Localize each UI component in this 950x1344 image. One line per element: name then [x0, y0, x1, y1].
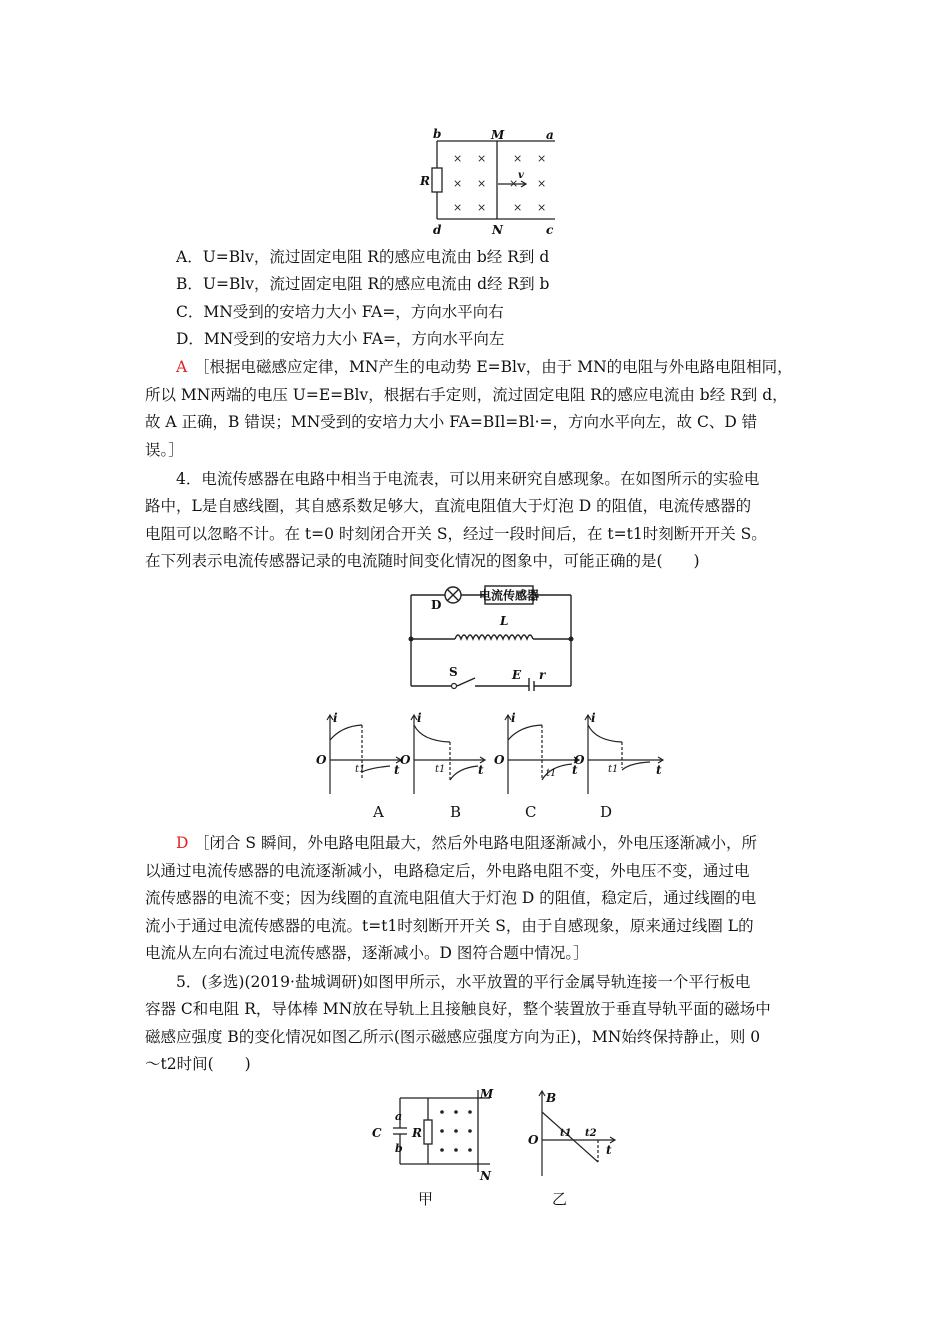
graph-letter-a: A [373, 803, 384, 821]
svg-text:×: × [453, 201, 463, 214]
label-O: O [528, 1133, 539, 1147]
q3-answer-line-2: 所以 MN两端的电压 U=E=Blv，根据右手定则，流过固定电阻 R的感应电流由 b经 R到 d， [145, 386, 788, 404]
q4-answer-line-4: 流小于通过电流传感器的电流。t=t1时刻断开开关 S，由于自感现象，原来通过线圈 L的 [145, 917, 754, 935]
label-C: C [372, 1126, 382, 1140]
q4-line-1: 4．电流传感器在电路中相当于电流表，可以用来研究自感现象。在如图所示的实验电 [176, 470, 760, 488]
label-t1: t1 [560, 1128, 572, 1139]
graph-d-O: O [574, 753, 585, 767]
svg-text:×: × [509, 177, 519, 190]
label-t2: t2 [585, 1128, 597, 1139]
q4-line-2: 路中，L是自感线圈，其自感系数足够大，直流电阻值大于灯泡 D 的阻值，电流传感器的 [145, 497, 752, 515]
svg-text:×: × [453, 177, 463, 190]
svg-text:×: × [513, 201, 523, 214]
fig-self-inductance-circuit [405, 583, 580, 691]
label-L: L [500, 614, 509, 628]
graph-d-t: t [656, 763, 662, 777]
q5-line-1: 5．(多选)(2019·盐城调研)如图甲所示，水平放置的平行金属导轨连接一个平行板电 [176, 973, 751, 991]
q3-option-c: C．MN受到的安培力大小 FA=，方向水平向右 [176, 303, 504, 321]
q3-option-d: D．MN受到的安培力大小 FA=，方向水平向左 [176, 330, 505, 348]
svg-text:×: × [537, 201, 547, 214]
svg-text:×: × [477, 177, 487, 190]
svg-text:×: × [453, 152, 463, 165]
graph-a [316, 711, 401, 794]
fig-current-graphs [310, 708, 670, 798]
q4-answer-line-2: 以通过电流传感器的电流逐渐减小，电路稳定后，外电路电阻不变，外电压不变，通过电 [145, 862, 750, 880]
label-t: t [606, 1143, 612, 1157]
graph-c [494, 711, 579, 794]
q5-line-2: 容器 C和电阻 R，导体棒 MN放在导轨上且接触良好，整个装置放于垂直导轨平面的磁场中 [145, 1000, 771, 1018]
graph-b-i: i [417, 711, 422, 725]
label-D: D [431, 598, 442, 612]
svg-text:×: × [513, 152, 523, 165]
fig-jia-rails-capacitor [370, 1088, 510, 1186]
svg-text:×: × [477, 201, 487, 214]
label-B: B [546, 1091, 557, 1105]
graph-letter-b: B [450, 803, 462, 821]
graph-a-i: i [333, 711, 338, 725]
graph-a-t: t [394, 763, 400, 777]
graph-a-O: O [316, 753, 327, 767]
caption-yi: 乙 [552, 1190, 568, 1208]
graph-letter-c: C [525, 803, 537, 821]
graph-b-t1: t1 [435, 764, 446, 775]
label-N: N [492, 223, 503, 237]
label-R: R [412, 1126, 422, 1140]
magnetic-field-crosses [453, 152, 546, 214]
fig-rails-resistor [415, 128, 575, 238]
q3-option-b: B．U=Blv，流过固定电阻 R的感应电流由 d经 R到 b [176, 275, 550, 293]
q4-answer-letter: D [176, 834, 189, 852]
label-R: R [420, 174, 430, 188]
graph-b-O: O [400, 753, 411, 767]
q4-answer-line-1: ［闭合 S 瞬间，外电路电阻最大，然后外电路电阻逐渐减小，外电压逐渐减小，所 [194, 834, 757, 852]
graph-a-t1: t1 [355, 764, 366, 775]
label-b: b [433, 128, 442, 141]
q5-line-3: 磁感应强度 B的变化情况如图乙所示(图示磁感应强度方向为正)，MN始终保持静止，则 0 [145, 1028, 761, 1046]
graph-b [400, 711, 485, 794]
label-M: M [480, 1088, 494, 1101]
label-a: a [395, 1110, 403, 1123]
graph-c-t1: t1 [546, 768, 557, 779]
q3-answer-line-4: 误。］ [145, 441, 184, 459]
fig-yi-b-t-graph [520, 1088, 620, 1188]
label-c: c [546, 223, 554, 237]
label-S: S [449, 665, 458, 679]
label-a: a [546, 128, 554, 142]
q3-option-a: A．U=Blv，流过固定电阻 R的感应电流由 b经 R到 d [176, 248, 550, 266]
label-N: N [480, 1169, 491, 1183]
magnetic-field-dots [440, 1110, 472, 1152]
q5-line-4: ～t2时间( ) [145, 1055, 251, 1073]
graph-d-i: i [591, 711, 596, 725]
svg-text:×: × [537, 177, 547, 190]
sensor-label: 电流传感器 [478, 588, 540, 603]
q4-answer-line-3: 流传感器的电流不变；因为线圈的直流电阻值大于灯泡 D 的阻值，稳定后，通过线圈的电 [145, 889, 757, 907]
q4-answer-line-5: 电流从左向右流过电流传感器，逐渐减小。D 图符合题中情况。］ [145, 944, 589, 962]
svg-text:×: × [477, 152, 487, 165]
graph-c-i: i [511, 711, 516, 725]
label-M: M [491, 128, 505, 142]
graph-b-t: t [478, 763, 484, 777]
graph-letter-d: D [600, 803, 613, 821]
label-r: r [539, 668, 546, 682]
label-d: d [433, 223, 442, 237]
label-v: v [518, 170, 524, 181]
label-E: E [512, 668, 522, 682]
graph-c-O: O [494, 753, 505, 767]
q3-answer-line-3: 故 A 正确，B 错误；MN受到的安培力大小 FA=BIl=Bl·=，方向水平向左，故 C、D 错 [145, 413, 758, 431]
q3-answer-line-1: ［根据电磁感应定律，MN产生的电动势 E=Blv，由于 MN的电阻与外电路电阻相同， [194, 358, 793, 376]
svg-text:×: × [537, 152, 547, 165]
graph-d-t1: t1 [608, 764, 619, 775]
caption-jia: 甲 [418, 1190, 434, 1208]
q4-line-4: 在下列表示电流传感器记录的电流随时间变化情况的图象中，可能正确的是( ) [145, 552, 700, 570]
q3-answer-letter: A [176, 358, 188, 376]
q4-line-3: 电阻可以忽略不计。在 t=0 时刻闭合开关 S，经过一段时间后，在 t=t1时刻断开开关 S。 [145, 525, 767, 543]
label-b: b [395, 1142, 403, 1155]
graph-c-t: t [572, 763, 578, 777]
graph-d [574, 711, 663, 794]
